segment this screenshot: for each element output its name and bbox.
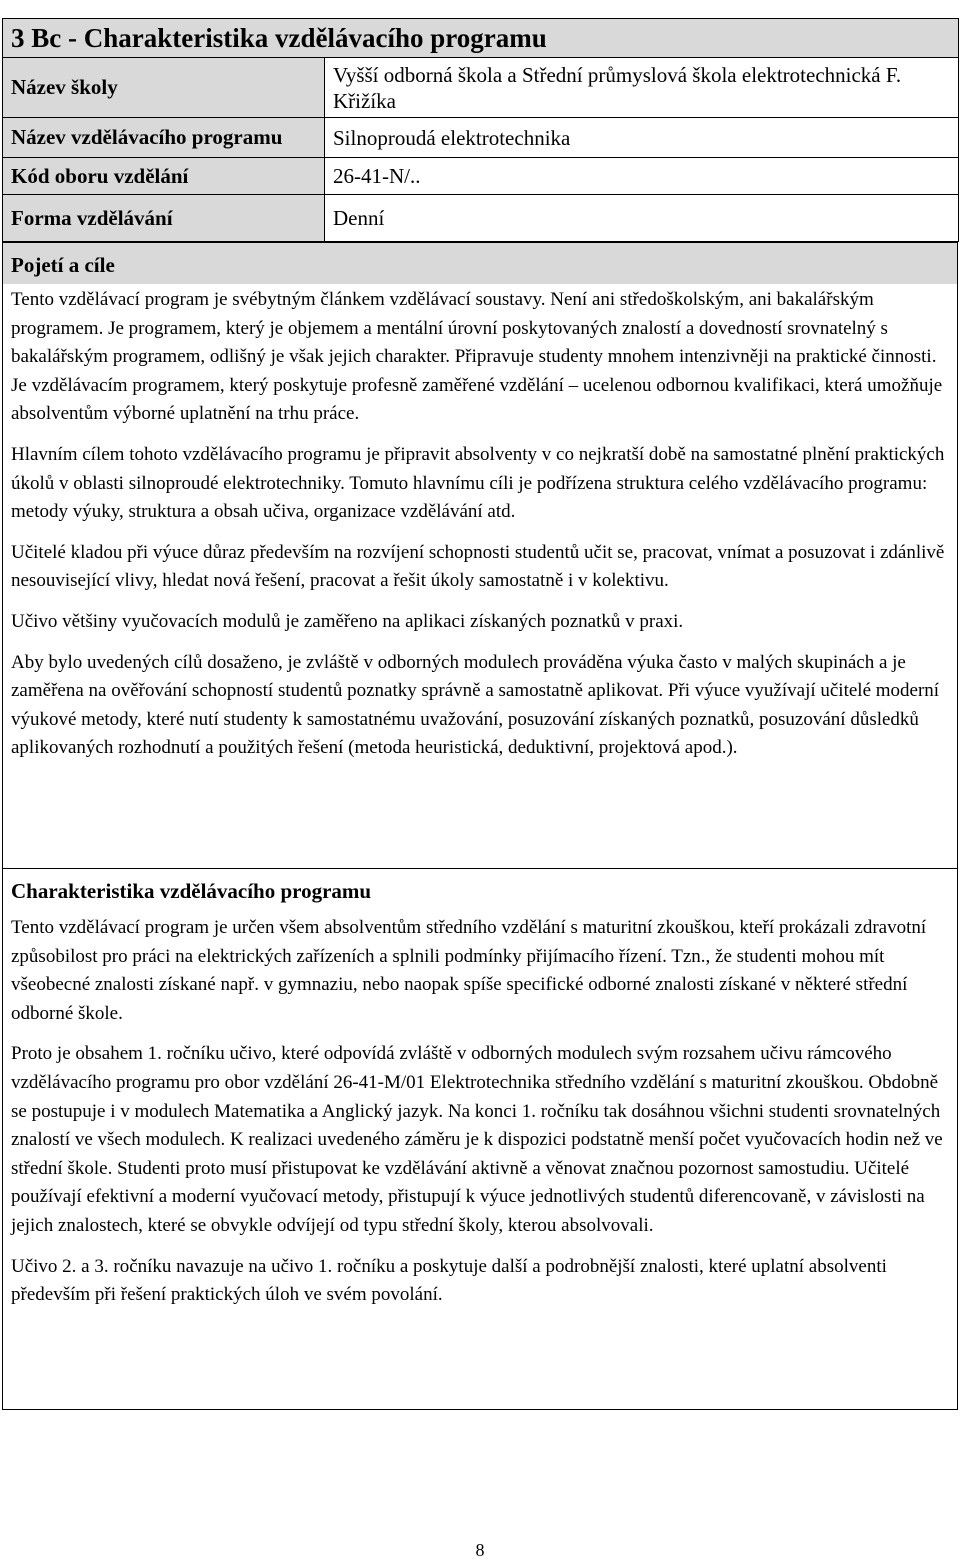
aims-paragraph: Učivo většiny vyučovacích modulů je zaměřeno na aplikaci získaných poznatků v praxi. (11, 610, 684, 632)
program-info-table (2, 18, 959, 242)
aims-body (2, 284, 958, 869)
document-page (2, 18, 958, 1410)
characteristics-section (2, 869, 958, 1410)
info-label: Název vzdělávacího programu (3, 118, 325, 158)
aims-paragraph: Tento vzdělávací program je svébytným článkem vzdělávací soustavy. Není ani středoškolským, ani bakalářským programem. Je programem, který je objemem a mentální úrovní poskytovaných znalostí a dovedností srovnatelný s bakalářským programem, odlišný je však jejich charakter. Připravuje studenty mnohem intenzivněji na praktické činnosti. Je vzdělávacím programem, který poskytuje profesně zaměřené vzdělání – ucelenou odbornou kvalifikaci, která umožňuje absolventům výborné uplatnění na trhu práce. (11, 289, 943, 425)
characteristics-paragraph: Učivo 2. a 3. ročníku navazuje na učivo 1. ročníku a poskytuje další a podrobnější znalosti, které uplatní absolventi především při řešení praktických úloh ve svém povolání. (11, 1255, 887, 1306)
characteristics-heading: Charakteristika vzdělávacího programu (11, 879, 372, 903)
info-value: 26-41-N/.. (325, 158, 959, 195)
info-row-program (3, 118, 959, 158)
info-label: Název školy (3, 58, 325, 118)
info-value: Vyšší odborná škola a Střední průmyslová škola elektrotechnická F. Křižíka (325, 58, 959, 118)
info-label: Forma vzdělávání (3, 195, 325, 242)
characteristics-paragraph: Proto je obsahem 1. ročníku učivo, které odpovídá zvláště v odborných modulech svým rozsahem učivu rámcového vzdělávacího programu pro obor vzdělání 26-41-M/01 Elektrotechnika středního vzdělání s maturitní zkouškou. Obdobně se postupuje i v modulech Matematika a Anglický jazyk. Na konci 1. ročníku tak dosáhnou všichni studenti srovnatelných znalostí ve všech modulech. K realizaci uvedeného záměru je k dispozici podstatně menší počet vyučovacích hodin než ve střední škole. Studenti proto musí přistupovat ke vzdělávání aktivně a věnovat značnou pozornost samostudiu. Učitelé používají efektivní a moderní vyučovací metody, přistupují k výuce jednotlivých studentů diferencovaně, v závislosti na jejich znalostech, které se obvykle odvíjejí od typu střední školy, kterou absolvovali. (11, 1043, 943, 1236)
info-label: Kód oboru vzdělání (3, 158, 325, 195)
info-row-school (3, 58, 959, 118)
aims-paragraph: Učitelé kladou při výuce důraz především na rozvíjení schopnosti studentů učit se, pracovat, vnímat a posuzovat i zdánlivě nesouvisející vlivy, hledat nová řešení, pracovat a řešit úkoly samostatně i v kolektivu. (11, 541, 945, 592)
page-number: 8 (475, 1540, 485, 1560)
info-value: Denní (325, 195, 959, 242)
info-row-code (3, 158, 959, 195)
aims-heading: Pojetí a cíle (2, 242, 958, 284)
aims-paragraph: Hlavním cílem tohoto vzdělávacího programu je připravit absolventy v co nejkratší době na samostatné plnění praktických úkolů v oblasti silnoproudé elektrotechniky. Tomuto hlavnímu cíli je podřízena struktura celého vzdělávacího programu: metody výuky, struktura a obsah učiva, organizace vzdělávání atd. (11, 443, 945, 523)
aims-paragraph: Aby bylo uvedených cílů dosaženo, je zvláště v odborných modulech prováděna výuka často v malých skupinách a je zaměřena na ověřování schopností studentů poznatky správně a samostatně aplikovat. Při výuce využívají učitelé moderní výukové metody, které nutí studenty k samostatnému uvažování, posuzování získaných poznatků, posuzování důsledků aplikovaných rozhodnutí a použitých řešení (metoda heuristická, deduktivní, projektová apod.). (11, 651, 940, 759)
info-value: Silnoproudá elektrotechnika (325, 118, 959, 158)
section-title: 3 Bc - Charakteristika vzdělávacího programu (3, 19, 959, 58)
characteristics-paragraph: Tento vzdělávací program je určen všem absolventům středního vzdělání s maturitní zkouškou, kteří prokázali zdravotní způsobilost pro práci na elektrických zařízeních a splnili podmínky přijímacího řízení. Tzn., že studenti mohou mít všeobecné znalosti získané např. v gymnaziu, nebo naopak spíše specifické odborné znalosti získané v některé střední odborné škole. (11, 917, 927, 1024)
info-row-form (3, 195, 959, 242)
